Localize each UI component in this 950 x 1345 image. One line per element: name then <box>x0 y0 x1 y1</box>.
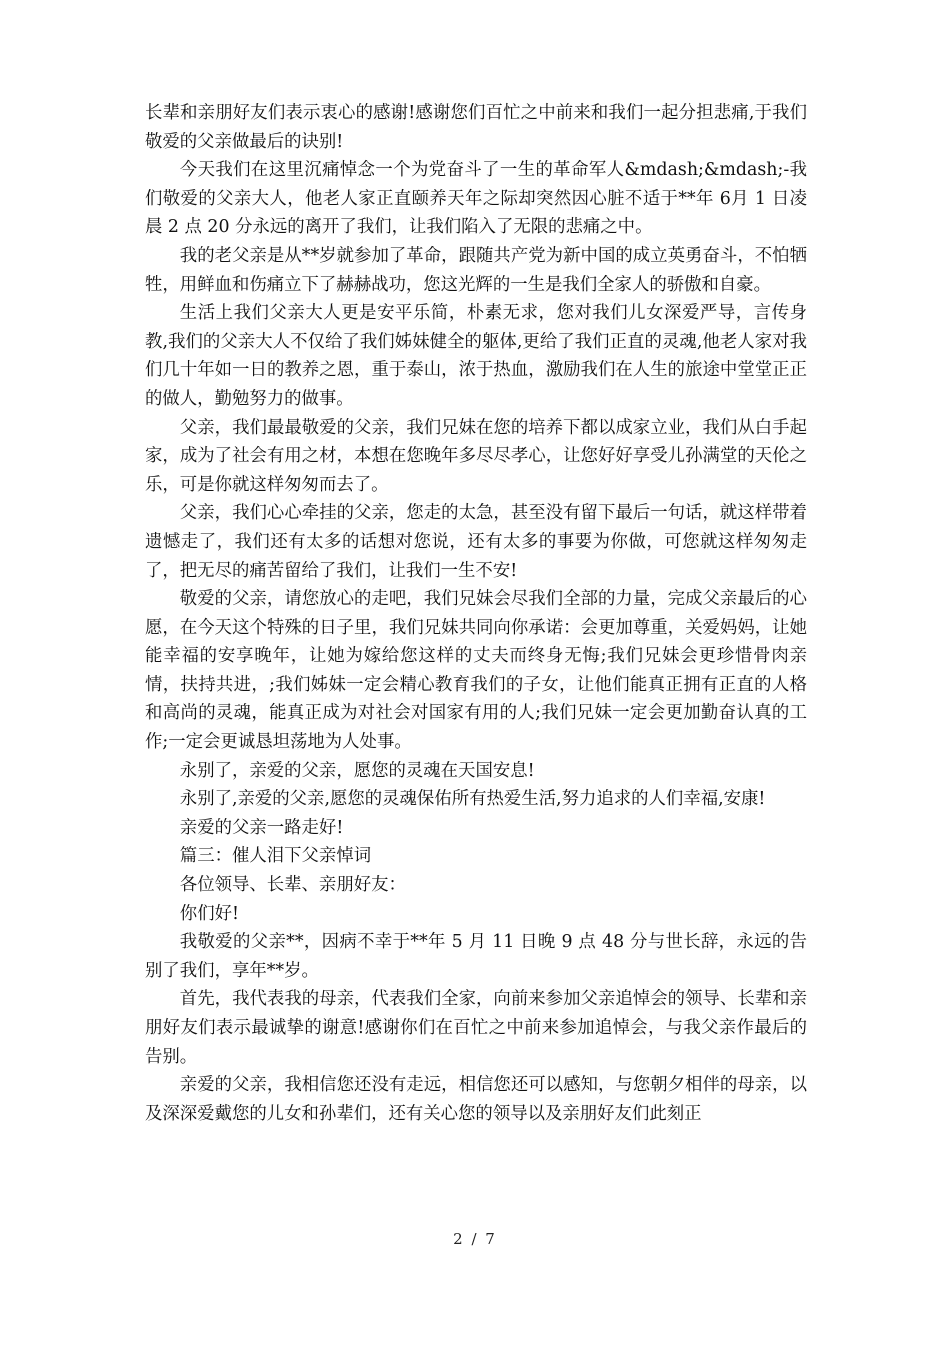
section-heading: 篇三：催人泪下父亲悼词 <box>179 846 372 867</box>
greeting: 你们好! <box>179 903 239 924</box>
paragraph: 今天我们在这里沉痛悼念一个为党奋斗了一生的革命军人&mdash;&mdash;-我们敬爱的父亲大人，他老人家正直颐养天年之际却突然因心脏不适于**年 6月 1 日凌晨 2 点 20 分永远的离开了我们，让我们陷入了无限的悲痛之中。 <box>145 160 807 238</box>
paragraph: 亲爱的父亲一路走好! <box>179 817 344 838</box>
paragraph: 敬爱的父亲，请您放心的走吧，我们兄妹会尽我们全部的力量，完成父亲最后的心愿，在今天这个特殊的日子里，我们兄妹共同向你承诺：会更加尊重，关爱妈妈，让她能幸福的安享晚年，让她为嫁给您这样的丈夫而终身无悔;我们兄妹会更珍惜骨肉亲情，扶持共进，;我们姊妹一定会精心教育我们的子女，让他们能真正拥有正直的人格和高尚的灵魂，能真正成为对社会对国家有用的人;我们兄妹一定会更加勤奋认真的工作;一定会更诚恳坦荡地为人处事。 <box>145 589 807 753</box>
paragraph: 父亲，我们最最敬爱的父亲，我们兄妹在您的培养下都以成家立业，我们从白手起家，成为了社会有用之材，本想在您晚年多尽尽孝心，让您好好享受儿孙满堂的天伦之乐，可是你就这样匆匆而去了。 <box>145 417 807 495</box>
paragraph: 永别了,亲爱的父亲,愿您的灵魂保佑所有热爱生活,努力追求的人们幸福,安康! <box>179 789 766 810</box>
paragraph: 首先，我代表我的母亲，代表我们全家，向前来参加父亲追悼会的领导、长辈和亲朋好友们表示最诚挚的谢意!感谢你们在百忙之中前来参加追悼会，与我父亲作最后的告别。 <box>145 989 807 1067</box>
paragraph: 亲爱的父亲，我相信您还没有走远，相信您还可以感知，与您朝夕相伴的母亲，以及深深爱戴您的儿女和孙辈们，还有关心您的领导以及亲朋好友们此刻正 <box>145 1075 807 1124</box>
paragraph: 我的老父亲是从**岁就参加了革命，跟随共产党为新中国的成立英勇奋斗，不怕牺牲，用鲜血和伤痛立下了赫赫战功，您这光辉的一生是我们全家人的骄傲和自豪。 <box>145 245 807 295</box>
document-body <box>145 99 807 1128</box>
salutation: 各位领导、长辈、亲朋好友： <box>179 875 406 896</box>
page-number: 2 / 7 <box>453 1230 497 1248</box>
paragraph: 父亲，我们心心牵挂的父亲，您走的太急，甚至没有留下最后一句话，就这样带着遗憾走了，我们还有太多的话想对您说，还有太多的事要为你做，可您就这样匆匆走了，把无尽的痛苦留给了我们，让我们一生不安! <box>145 503 807 581</box>
paragraph-continuation: 长辈和亲朋好友们表示衷心的感谢!感谢您们百忙之中前来和我们一起分担悲痛,于我们敬爱的父亲做最后的诀别! <box>145 103 807 152</box>
paragraph: 我敬爱的父亲**，因病不幸于**年 5 月 11 日晚 9 点 48 分与世长辞，永远的告别了我们，享年**岁。 <box>145 932 807 981</box>
paragraph: 永别了，亲爱的父亲，愿您的灵魂在天国安息! <box>179 760 535 781</box>
paragraph: 生活上我们父亲大人更是安平乐简，朴素无求，您对我们儿女深爱严导，言传身教,我们的父亲大人不仅给了我们姊妹健全的躯体,更给了我们正直的灵魂,他老人家对我们几十年如一日的教养之恩，重于泰山，浓于热血，激励我们在人生的旅途中堂堂正正的做人，勤勉努力的做事。 <box>145 303 807 409</box>
